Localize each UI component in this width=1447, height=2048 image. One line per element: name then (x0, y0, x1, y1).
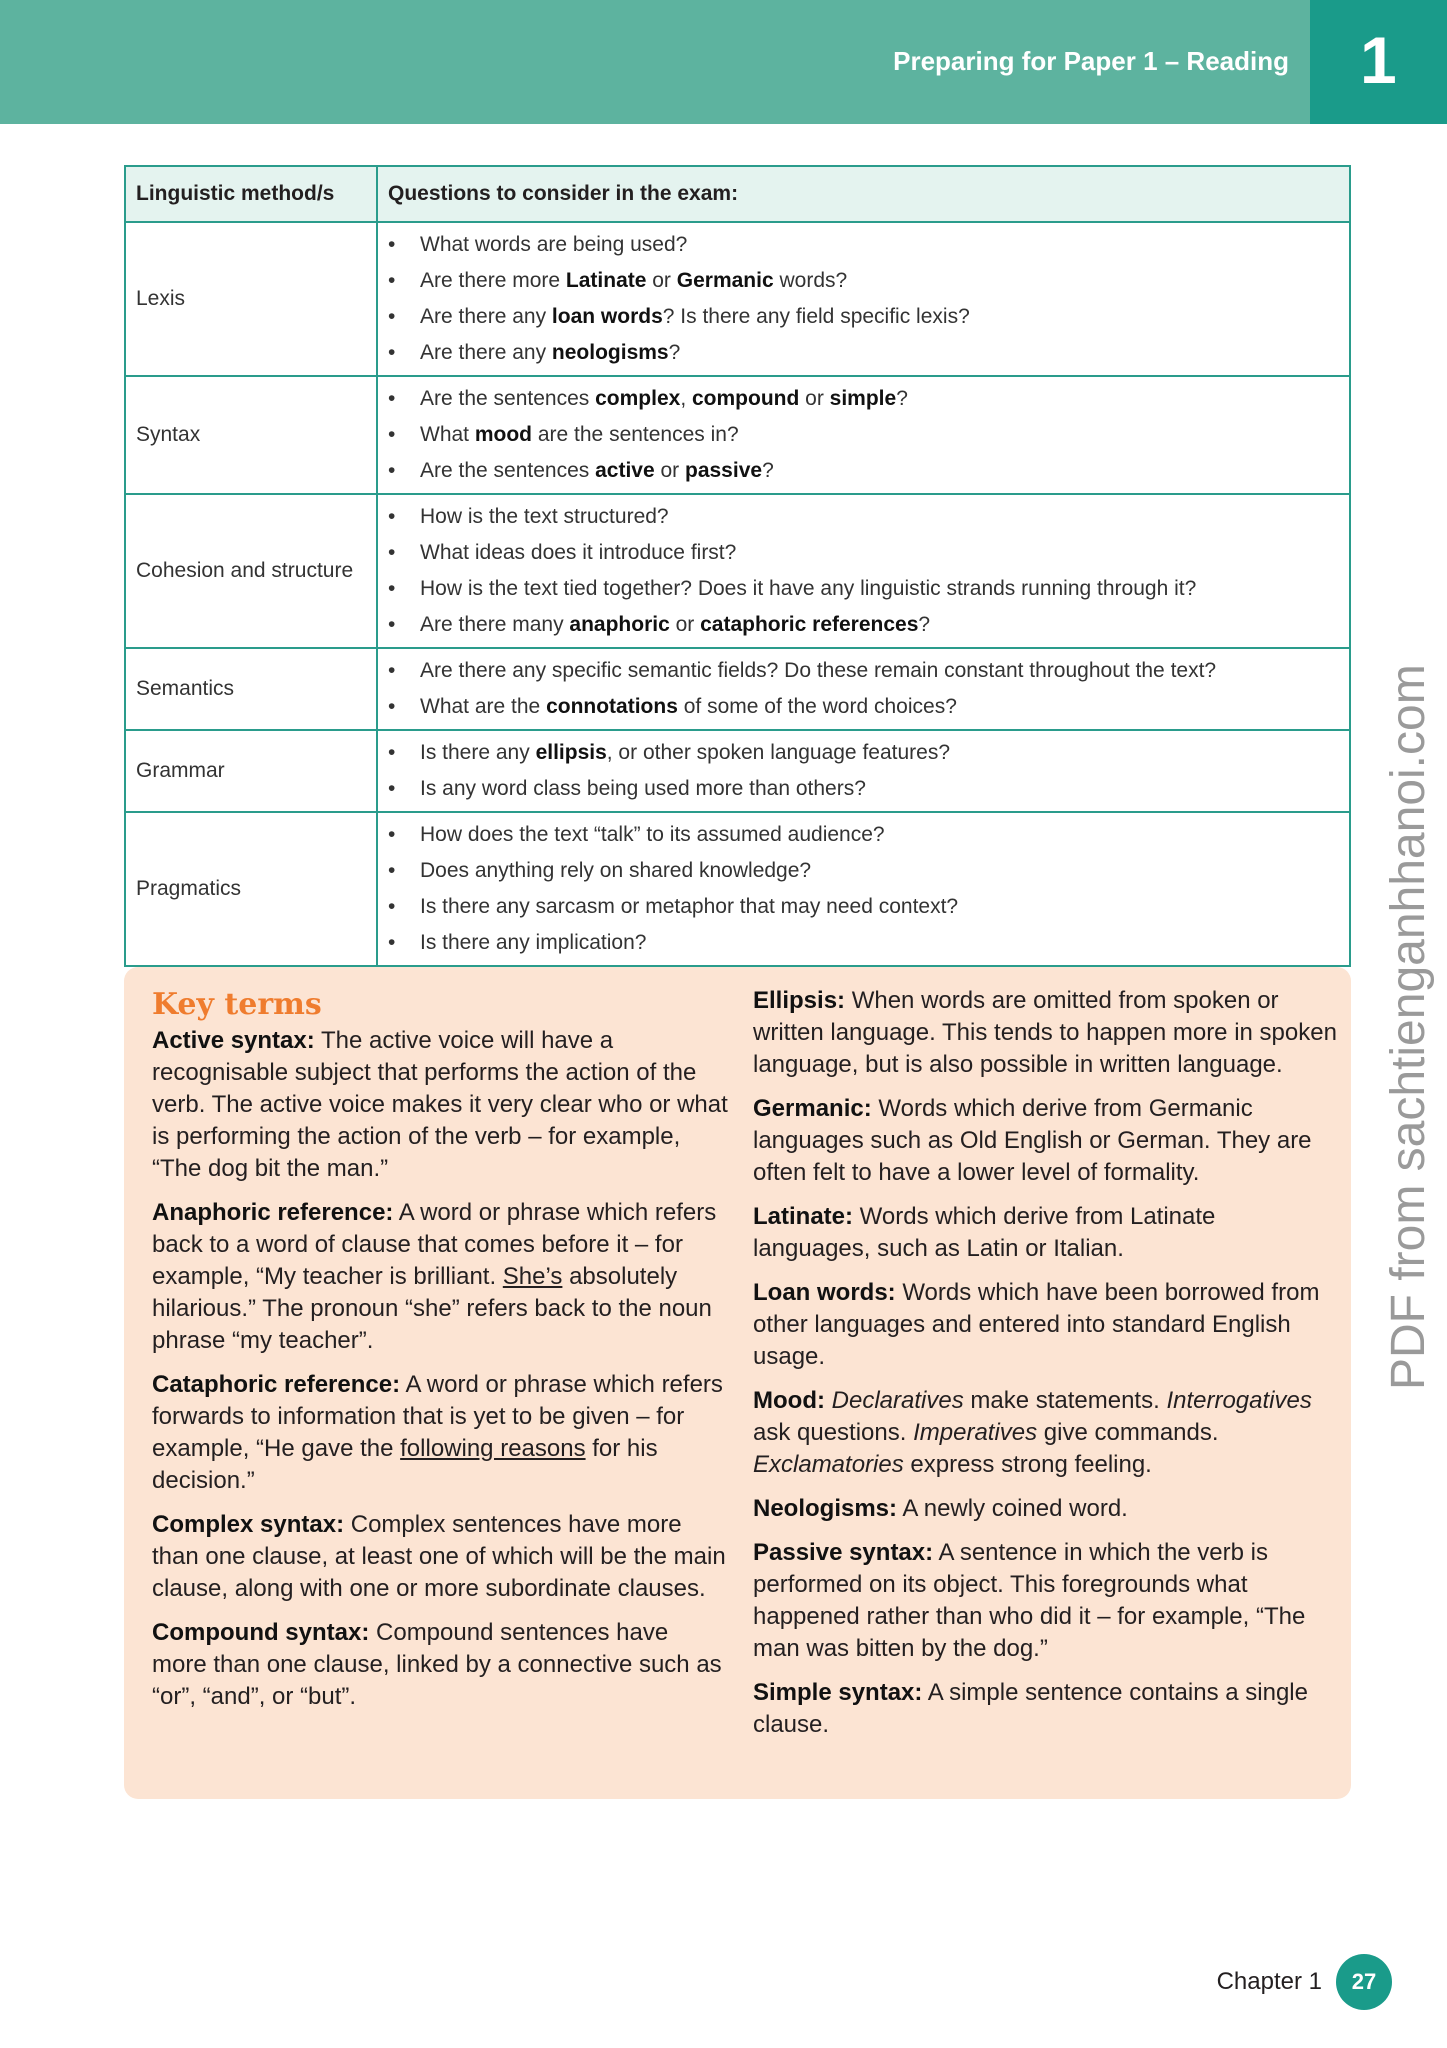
question-item: • Are there any loan words? Is there any field specific lexis? (378, 299, 1339, 335)
table-row (125, 648, 1350, 730)
question-item: • Is any word class being used more than others? (378, 771, 1339, 807)
key-term-entry: Neologisms: A newly coined word. (753, 1495, 1128, 1522)
table-row (125, 376, 1350, 494)
key-term-entry: Passive syntax: A sentence in which the verb is performed on its object. This foregrounds what happened rather than who did it – for example, “The man was bitten by the dog.” (753, 1539, 1306, 1662)
question-item: • What words are being used? (378, 227, 1339, 263)
method-cell: Pragmatics (125, 812, 377, 966)
question-item: • Does anything rely on shared knowledge? (378, 853, 1339, 889)
table-row (125, 730, 1350, 812)
question-item: • How is the text structured? (378, 499, 1339, 535)
question-item: • What ideas does it introduce first? (378, 535, 1339, 571)
key-term-entry: Latinate: Words which derive from Latinate languages, such as Latin or Italian. (753, 1203, 1216, 1262)
questions-cell (377, 222, 1350, 376)
question-item: • Are there more Latinate or Germanic words? (378, 263, 1339, 299)
method-cell: Semantics (125, 648, 377, 730)
question-item: • How does the text “talk” to its assumed audience? (378, 817, 1339, 853)
table-row (125, 494, 1350, 648)
question-item: • Are the sentences active or passive? (378, 453, 1339, 489)
key-term-entry: Active syntax: The active voice will have a recognisable subject that performs the action of the verb. The active voice makes it very clear who or what is performing the action of the verb – for example, “The dog bit the man.” (152, 1027, 728, 1182)
key-term-entry: Mood: Declaratives make statements. Interrogatives ask questions. Imperatives give commands. Exclamatories express strong feeling. (753, 1387, 1312, 1478)
question-item: • Are there many anaphoric or cataphoric references? (378, 607, 1339, 643)
question-item: • Are the sentences complex, compound or simple? (378, 381, 1339, 417)
method-cell: Cohesion and structure (125, 494, 377, 648)
footer-chapter-label: Chapter 1 (1216, 1968, 1322, 1995)
question-item: • What are the connotations of some of the word choices? (378, 689, 1339, 725)
key-term-entry: Compound syntax: Compound sentences have more than one clause, linked by a connective such as “or”, “and”, or “but”. (152, 1619, 722, 1710)
question-item: • Is there any ellipsis, or other spoken language features? (378, 735, 1339, 771)
key-terms-left-column (152, 985, 728, 1725)
questions-cell (377, 376, 1350, 494)
questions-cell (377, 812, 1350, 966)
key-term-entry: Loan words: Words which have been borrowed from other languages and entered into standard English usage. (753, 1279, 1320, 1370)
questions-cell (377, 648, 1350, 730)
column-header-method: Linguistic method/s (125, 166, 377, 222)
question-item: • What mood are the sentences in? (378, 417, 1339, 453)
question-item: • Are there any neologisms? (378, 335, 1339, 371)
key-term-entry: Cataphoric reference: A word or phrase which refers forwards to information that is yet to be given – for example, “He gave the following reasons for his decision.” (152, 1371, 723, 1494)
column-header-questions: Questions to consider in the exam: (377, 166, 1350, 222)
page-number: 27 (1336, 1954, 1392, 2010)
questions-cell (377, 730, 1350, 812)
key-term-entry: Simple syntax: A simple sentence contains a single clause. (753, 1679, 1308, 1738)
questions-cell (377, 494, 1350, 648)
question-item: • Is there any sarcasm or metaphor that may need context? (378, 889, 1339, 925)
key-terms-right-column (753, 985, 1337, 1753)
question-item: • Are there any specific semantic fields? Do these remain constant throughout the text? (378, 653, 1339, 689)
question-item: • Is there any implication? (378, 925, 1339, 961)
section-title: Preparing for Paper 1 – Reading (893, 46, 1289, 76)
chapter-number: 1 (1360, 23, 1397, 97)
table-header-row (125, 166, 1350, 222)
watermark: PDF from sachtienganhhanoi.com (1382, 664, 1435, 1390)
method-cell: Grammar (125, 730, 377, 812)
key-term-entry: Complex syntax: Complex sentences have more than one clause, at least one of which will be the main clause, along with one or more subordinate clauses. (152, 1511, 726, 1602)
question-item: • How is the text tied together? Does it have any linguistic strands running through it? (378, 571, 1339, 607)
key-term-entry: Anaphoric reference: A word or phrase which refers back to a word of clause that comes before it – for example, “My teacher is brilliant. She’s absolutely hilarious.” The pronoun “she” refers back to the noun phrase “my teacher”. (152, 1199, 717, 1354)
key-term-entry: Germanic: Words which derive from Germanic languages such as Old English or German. They are often felt to have a lower level of formality. (753, 1095, 1312, 1186)
table-row (125, 812, 1350, 966)
key-term-entry: Ellipsis: When words are omitted from spoken or written language. This tends to happen more in spoken language, but is also possible in written language. (753, 987, 1337, 1078)
linguistic-methods-table (124, 165, 1351, 967)
key-terms-title: Key terms (152, 987, 322, 1022)
table-row (125, 222, 1350, 376)
key-terms-box (124, 967, 1351, 1799)
method-cell: Lexis (125, 222, 377, 376)
method-cell: Syntax (125, 376, 377, 494)
